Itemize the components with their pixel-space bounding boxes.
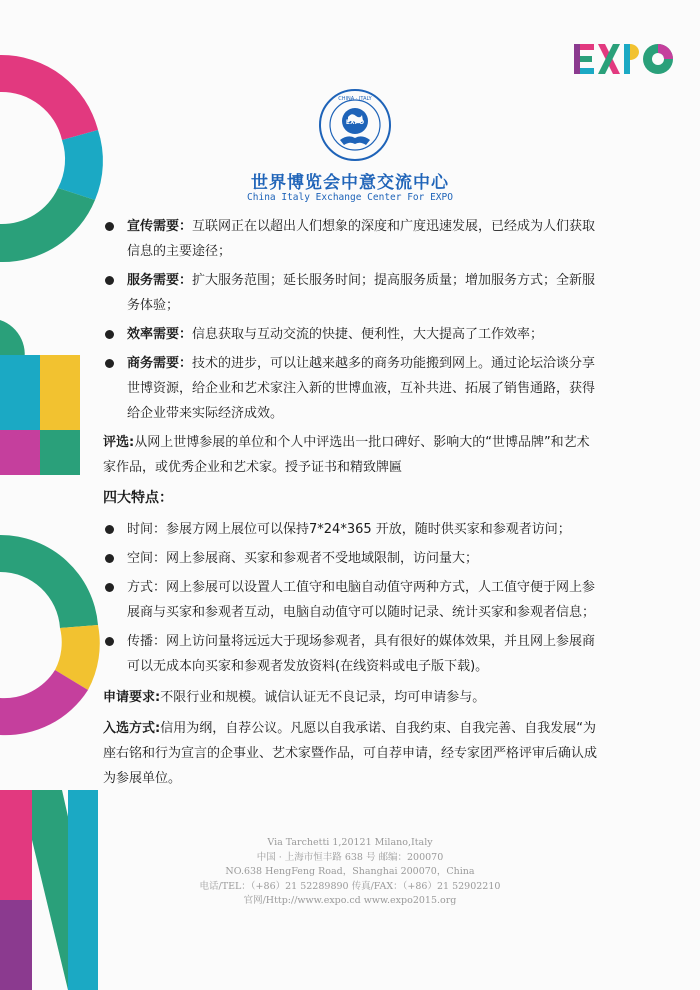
china-italy-emblem [318,88,392,162]
selection-paragraph [103,430,599,480]
footer-address-en: NO.638 HengFeng Road，Shanghai 200070，China [225,866,475,877]
document-body [103,214,599,795]
feature-item [103,575,599,625]
need-item [103,322,599,347]
features-heading: 四大特点： [103,490,173,506]
need-text: 扩大服务范围；延长服务时间；提高服务质量；增加服务方式；全新服务体验； [127,273,596,313]
need-item [103,214,599,264]
emblem-inner-text: EXPO [345,119,365,126]
footer-address-cn: 中国 · 上海市恒丰路 638 号 邮编：200070 [256,851,444,863]
bullet-icon [105,330,114,339]
feature-label: 方式： [127,580,167,595]
feature-item [103,629,599,679]
need-text: 互联网正在以超出人们想象的深度和广度迅速发展，已经成为人们获取信息的主要途径； [127,219,596,259]
feature-label: 空间： [127,551,167,566]
admission-label: 入选方式: [103,721,161,736]
footer-address-it: Via Tarchetti 1,20121 Milano,Italy [267,837,433,848]
contact-footer [0,836,700,909]
need-label: 宣传需要： [127,219,193,234]
org-name-en: China Italy Exchange Center For EXPO [247,192,453,203]
bullet-icon [105,276,114,285]
need-label: 商务需要： [127,356,193,371]
emblem-ring-text: CHINA · ITALY [338,96,372,102]
admission-text: 信用为纲，自荐公议。凡愿以自我承诺、自我约束、自我完善、自我发展“为座右铭和行为宣言的企事业、艺术家暨作品，可自荐申请，经专家团严格评审后确认成为参展单位。 [103,721,598,786]
feature-text: 网上参展可以设置人工值守和电脑自动值守两种方式，人工值守便于网上参展商与买家和参观者互动，电脑自动值守可以随时记录、统计买家和参观者信息； [127,580,596,620]
need-text: 信息获取与互动交流的快捷、便利性，大大提高了工作效率； [192,327,544,342]
application-paragraph [103,685,599,710]
feature-label: 传播： [127,634,167,649]
feature-item [103,517,599,542]
footer-phone-fax: 电话/TEL：（+86）21 52289890 传真/FAX：（+86）21 52902210 [199,880,501,892]
footer-website: 官网/Http://www.expo.cd www.expo2015.org [243,895,457,906]
org-name-cn: 世界博览会中意交流中心 [251,173,449,193]
expo-logo [574,42,674,76]
bullet-icon [105,637,114,646]
feature-text: 网上参展商、买家和参观者不受地域限制，访问量大； [166,551,479,566]
selection-text: 从网上世博参展的单位和个人中评选出一批口碑好、影响大的“世博品牌”和艺术家作品，或优秀企业和艺术家。授予证书和精致牌匾 [103,435,590,475]
bullet-icon [105,583,114,592]
application-label: 申请要求: [103,690,161,705]
admission-paragraph [103,716,599,791]
feature-text: 参展方网上展位可以保持7*24*365 开放，随时供买家和参观者访问； [166,522,571,537]
feature-text: 网上访问量将远远大于现场参观者，具有很好的媒体效果，并且网上参展商可以无成本向买家和参观者发放资料(在线资料或电子版下载)。 [127,634,596,674]
application-text: 不限行业和规模。诚信认证无不良记录，均可申请参与。 [160,690,486,705]
bullet-icon [105,525,114,534]
need-text: 技术的进步，可以让越来越多的商务功能搬到网上。通过论坛洽谈分享世博资源，给企业和艺术家注入新的世博血液，互补共进、拓展了销售通路，获得给企业带来实际经济成效。 [127,356,596,421]
bullet-icon [105,222,114,231]
bullet-icon [105,359,114,368]
bullet-icon [105,554,114,563]
need-item [103,268,599,318]
selection-label: 评选: [103,435,135,450]
need-item [103,351,599,426]
need-label: 效率需要： [127,327,193,342]
feature-item [103,546,599,571]
feature-label: 时间： [127,522,167,537]
need-label: 服务需要： [127,273,193,288]
